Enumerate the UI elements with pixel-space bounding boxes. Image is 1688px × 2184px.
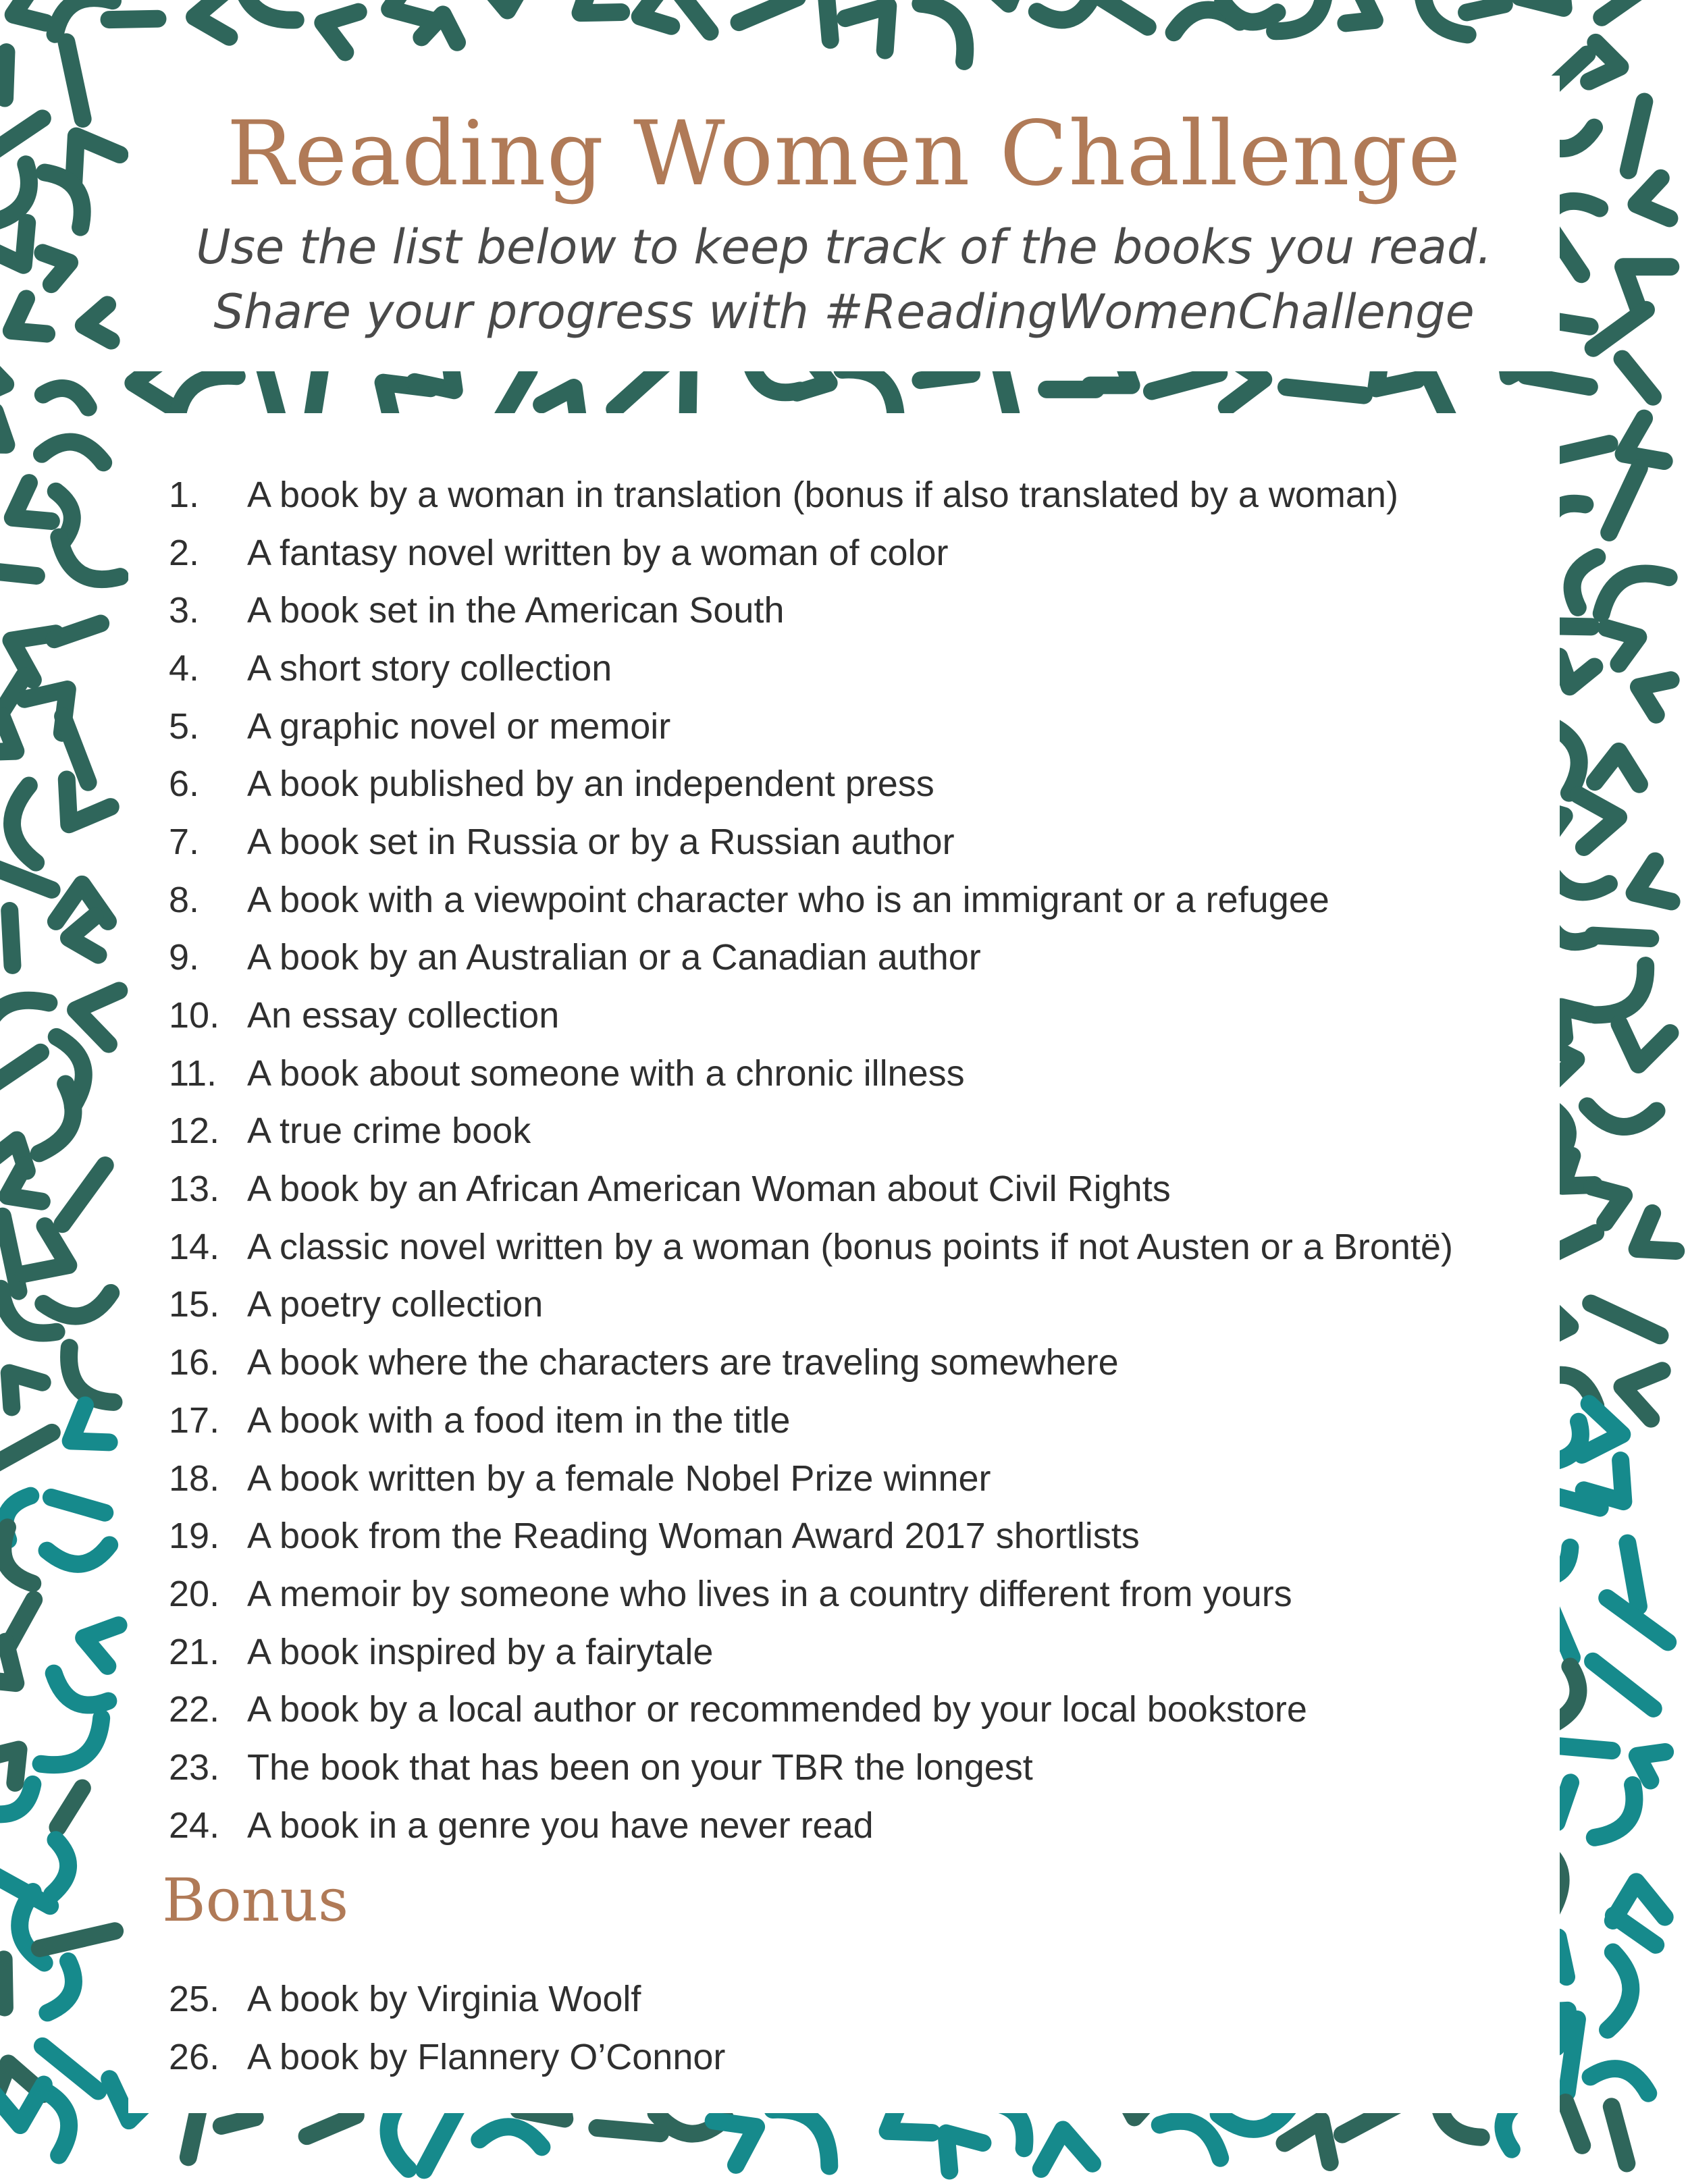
list-item <box>169 1449 1453 1508</box>
pattern-mark <box>1593 310 1646 348</box>
list-item-number: 1. <box>169 474 200 515</box>
list-item-number: 23. <box>169 1747 220 1788</box>
list-item-text: A memoir by someone who lives in a country different from yours <box>247 1573 1292 1614</box>
list-item <box>169 1218 1453 1276</box>
list-item-number: 13. <box>169 1169 220 1210</box>
pattern-mark <box>109 19 158 20</box>
subtitle-line-2: Share your progress with #ReadingWomenChallenge <box>213 284 1475 340</box>
pattern-mark <box>1566 552 1598 608</box>
list-item-text: A book set in the American South <box>247 590 785 631</box>
list-item-number: 2. <box>169 532 200 573</box>
list-item-text: An essay collection <box>247 995 560 1036</box>
pattern-mark <box>0 118 43 155</box>
pattern-mark <box>1613 1024 1670 1069</box>
pattern-mark <box>7 785 40 865</box>
list-item-text: A short story collection <box>247 647 612 689</box>
pattern-mark <box>1595 750 1641 784</box>
pattern-mark <box>47 1542 112 1568</box>
pattern-mark <box>5 52 6 98</box>
pattern-mark <box>982 0 1028 9</box>
list-item-text: A book by Flannery O’Connor <box>247 2036 726 2077</box>
pattern-mark <box>634 0 671 34</box>
pattern-mark <box>66 42 82 119</box>
pattern-mark <box>597 2128 660 2133</box>
pattern-mark <box>1606 619 1644 664</box>
pattern-mark <box>265 369 278 416</box>
list-item <box>169 1796 1453 1855</box>
list-item-text: A book by Virginia Woolf <box>247 1978 641 2019</box>
pattern-mark <box>51 1497 105 1513</box>
pattern-mark <box>1592 1177 1631 1222</box>
list-item-text: A book from the Reading Woman Award 2017 shortlists <box>247 1516 1140 1557</box>
list-item-number: 3. <box>169 590 200 631</box>
list-item-number: 19. <box>169 1516 220 1557</box>
pattern-mark <box>47 1674 109 1715</box>
pattern-mark <box>1275 0 1336 45</box>
list-item-number: 8. <box>169 879 200 920</box>
pattern-mark <box>1592 558 1669 616</box>
pattern-mark <box>1 298 47 348</box>
pattern-mark <box>1567 2019 1577 2092</box>
pattern-mark <box>0 1527 35 1590</box>
list-item <box>169 1970 725 2028</box>
pattern-mark <box>54 624 101 640</box>
list-item-number: 14. <box>169 1226 220 1267</box>
bonus-heading: Bonus <box>162 1865 349 1935</box>
pattern-mark <box>1 483 51 537</box>
list-item <box>169 929 1453 987</box>
pattern-mark <box>1632 178 1669 225</box>
list-item-number: 25. <box>169 1978 220 2019</box>
list-item-number: 20. <box>169 1573 220 1614</box>
pattern-mark <box>1096 0 1148 27</box>
pattern-mark <box>224 0 298 34</box>
list-item-number: 4. <box>169 647 200 689</box>
pattern-mark <box>41 2085 78 2155</box>
pattern-mark <box>1623 359 1653 397</box>
list-item-text: A book by a local author or recommended by your local bookstore <box>247 1689 1307 1730</box>
list-item-number: 22. <box>169 1689 220 1730</box>
pattern-mark <box>0 569 36 576</box>
list-item-text: A poetry collection <box>247 1284 544 1325</box>
pattern-mark <box>1595 1783 1645 1847</box>
pattern-mark <box>920 374 972 380</box>
list-item <box>169 755 1453 813</box>
pattern-mark <box>7 0 46 32</box>
pattern-mark <box>1467 0 1513 25</box>
list-item <box>169 1276 1453 1334</box>
list-item-text: A true crime book <box>247 1111 531 1152</box>
pattern-mark <box>0 358 9 404</box>
list-item <box>169 639 1453 697</box>
pattern-mark <box>3 1217 19 1291</box>
list-item <box>169 1623 1453 1681</box>
list-item-number: 12. <box>169 1111 220 1152</box>
pattern-mark <box>1037 2127 1092 2168</box>
list-item-number: 11. <box>169 1053 217 1094</box>
pattern-mark <box>1616 1363 1662 1419</box>
list-item-number: 26. <box>169 2036 220 2077</box>
pattern-mark <box>1221 2 1277 26</box>
list-item-text: The book that has been on your TBR the longest <box>247 1747 1033 1788</box>
list-item-text: A book by a woman in translation (bonus if also translated by a woman) <box>247 474 1398 515</box>
pattern-mark <box>43 383 91 407</box>
pattern-mark <box>1608 1952 1631 2030</box>
pattern-mark <box>39 1083 82 1160</box>
list-item-text: A classic novel written by a woman (bonus points if not Austen or a Brontë) <box>247 1226 1453 1267</box>
pattern-mark <box>479 2125 543 2147</box>
list-item-text: A book where the characters are traveling somewhere <box>247 1342 1119 1383</box>
pattern-mark <box>1627 1543 1639 1607</box>
list-item <box>169 2028 725 2086</box>
list-item-number: 10. <box>169 995 220 1036</box>
pattern-mark <box>47 1961 80 2018</box>
list-item <box>169 1044 1453 1102</box>
pattern-mark <box>1427 372 1449 418</box>
list-item <box>169 1160 1453 1218</box>
pattern-mark <box>42 163 96 228</box>
pattern-mark <box>0 412 18 461</box>
pattern-mark <box>0 1360 43 1407</box>
list-item-text: A book written by a female Nobel Prize winner <box>247 1458 991 1499</box>
list-item-number: 16. <box>169 1342 220 1383</box>
list-item-number: 6. <box>169 764 200 805</box>
list-item-text: A book by an African American Woman about Civil Rights <box>247 1169 1171 1210</box>
list-item-text: A book set in Russia or by a Russian author <box>247 821 955 862</box>
pattern-mark <box>1593 1661 1654 1709</box>
challenge-list <box>169 466 1453 1855</box>
pattern-mark <box>0 716 28 770</box>
list-item <box>169 697 1453 755</box>
list-item-number: 17. <box>169 1400 220 1441</box>
pattern-mark <box>40 1931 115 1948</box>
pattern-mark <box>477 0 535 13</box>
pattern-mark <box>1579 791 1621 847</box>
pattern-mark <box>1566 2102 1583 2146</box>
pattern-mark <box>1037 0 1094 27</box>
pattern-mark <box>0 1166 42 1214</box>
pattern-mark <box>192 0 229 40</box>
list-item-text: A book by an Australian or a Canadian author <box>247 937 981 978</box>
list-item-number: 15. <box>169 1284 220 1325</box>
pattern-mark <box>1590 2063 1652 2094</box>
pattern-mark <box>52 1840 69 1894</box>
pattern-mark <box>82 304 111 343</box>
list-item-number: 5. <box>169 705 200 747</box>
pattern-mark <box>1526 375 1589 387</box>
pattern-mark <box>70 983 119 1044</box>
list-item <box>169 524 1453 582</box>
list-item <box>169 1680 1453 1738</box>
pattern-mark <box>0 1433 52 1469</box>
pattern-mark <box>24 1226 79 1289</box>
pattern-mark <box>1520 0 1583 25</box>
pattern-mark <box>1587 1106 1656 1127</box>
list-item-text: A fantasy novel written by a woman of color <box>247 532 949 573</box>
list-item <box>169 1565 1453 1623</box>
pattern-mark <box>1625 1213 1676 1268</box>
list-item <box>169 1102 1453 1161</box>
pattern-mark <box>42 440 105 462</box>
list-item-number: 18. <box>169 1458 220 1499</box>
pattern-mark <box>1152 373 1219 392</box>
pattern-mark <box>57 1788 82 1828</box>
pattern-mark <box>0 1053 41 1093</box>
pattern-mark <box>714 2105 768 2165</box>
pattern-mark <box>845 0 908 51</box>
pattern-mark <box>67 916 98 957</box>
pattern-mark <box>1627 861 1672 913</box>
list-item-text: A book about someone with a chronic illness <box>247 1053 965 1094</box>
list-item <box>169 986 1453 1044</box>
pattern-mark <box>1631 670 1671 715</box>
list-item <box>169 581 1453 639</box>
pattern-mark <box>1346 0 1382 34</box>
pattern-mark <box>918 0 980 61</box>
pattern-mark <box>0 1642 32 1702</box>
pattern-mark <box>1612 2106 1627 2163</box>
list-item-text: A book published by an independent press <box>247 764 934 805</box>
pattern-mark <box>1591 1304 1660 1336</box>
list-item-text: A book with a viewpoint character who is an immigrant or a refugee <box>247 879 1329 920</box>
page-title: Reading Women Challenge <box>226 102 1462 206</box>
list-item <box>169 466 1453 524</box>
list-item <box>169 1507 1453 1565</box>
list-item-number: 9. <box>169 937 200 978</box>
pattern-mark <box>826 0 830 40</box>
list-item-text: A book in a genre you have never read <box>247 1805 874 1846</box>
pattern-mark <box>43 1289 114 1323</box>
pattern-mark <box>62 1165 105 1224</box>
pattern-mark <box>9 911 12 965</box>
pattern-mark <box>1609 468 1639 533</box>
pattern-mark <box>43 246 74 284</box>
subtitle-line-1: Use the list below to keep track of the books you read. <box>196 219 1492 275</box>
pattern-mark <box>1602 0 1641 18</box>
list-item <box>169 871 1453 929</box>
pattern-mark <box>78 1618 119 1666</box>
pattern-mark <box>1589 43 1623 86</box>
pattern-mark <box>739 0 797 22</box>
list-item-text: A book with a food item in the title <box>247 1400 791 1441</box>
list-item <box>169 1391 1453 1449</box>
pattern-mark <box>47 780 111 838</box>
pattern-mark <box>0 984 49 1048</box>
pattern-mark <box>0 1959 27 2023</box>
pattern-mark <box>1286 387 1364 395</box>
pattern-mark <box>1593 936 1650 938</box>
pattern-mark <box>0 1737 33 1783</box>
list-item-text: A book inspired by a fairytale <box>247 1631 714 1672</box>
list-item-number: 24. <box>169 1805 220 1846</box>
pattern-mark <box>1630 1741 1665 1780</box>
pattern-mark <box>49 537 122 592</box>
pattern-mark <box>0 865 52 890</box>
list-item-text: A graphic novel or memoir <box>247 705 671 747</box>
pattern-mark <box>59 1405 109 1459</box>
list-item-number: 21. <box>169 1631 220 1672</box>
pattern-mark <box>317 3 359 53</box>
pattern-mark <box>1608 244 1670 311</box>
pattern-mark <box>41 1715 113 1781</box>
pattern-mark <box>1629 102 1645 171</box>
list-item-number: 7. <box>169 821 200 862</box>
pattern-mark <box>566 0 621 32</box>
pattern-mark <box>307 2116 356 2137</box>
bonus-list <box>169 1970 725 2085</box>
list-item <box>169 813 1453 871</box>
list-item <box>169 1738 1453 1796</box>
pattern-mark <box>1614 1915 1656 1945</box>
list-item <box>169 1333 1453 1391</box>
